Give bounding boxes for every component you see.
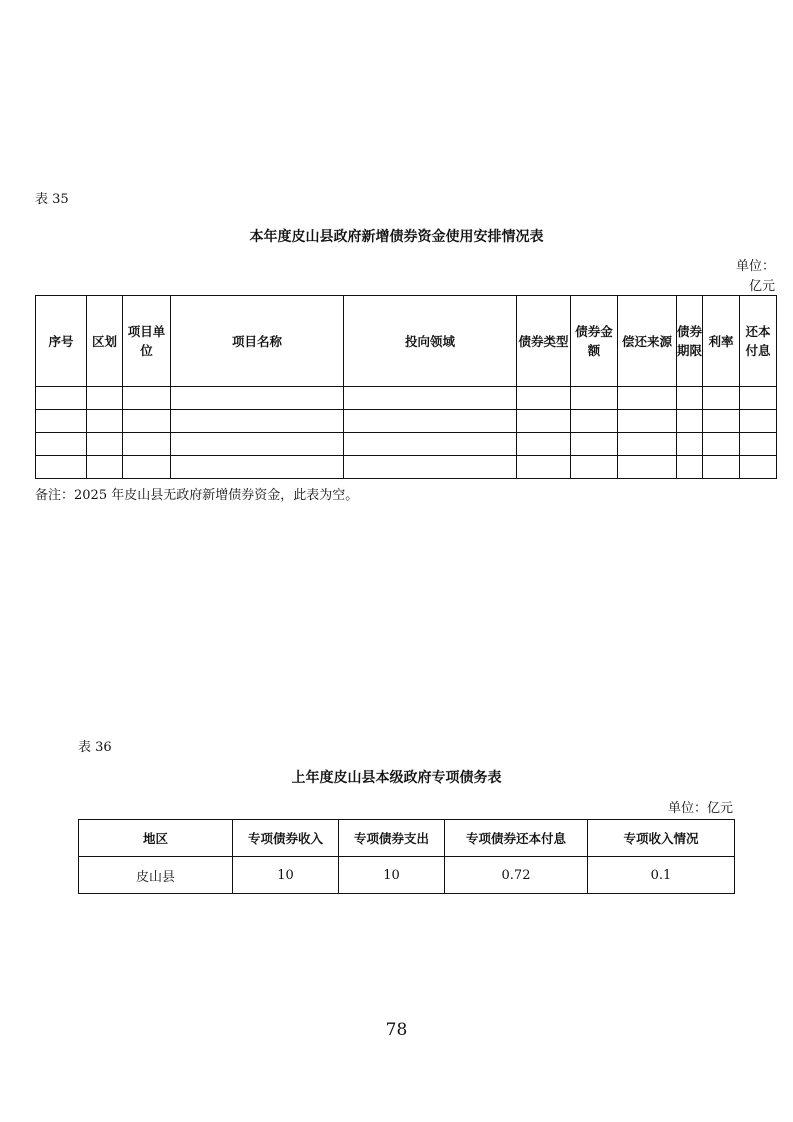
table35-header-cell: 还本付息 (740, 296, 777, 387)
table36-header-cell: 专项债券还本付息 (445, 820, 588, 857)
table35-header-cell: 债券类型 (517, 296, 571, 387)
table-cell (677, 387, 703, 410)
table36-header-cell: 专项收入情况 (588, 820, 735, 857)
table35-header-cell: 利率 (703, 296, 740, 387)
table35 (35, 295, 777, 479)
table-cell (677, 456, 703, 479)
table-cell: 0.1 (588, 857, 735, 894)
table35-caption: 表 35 (35, 192, 69, 207)
table36-title: 上年度皮山县本级政府专项债务表 (291, 770, 502, 786)
table-cell (123, 456, 171, 479)
table-row (36, 456, 777, 479)
table-cell (571, 387, 618, 410)
table-cell (571, 433, 618, 456)
table35-header-cell: 区划 (87, 296, 123, 387)
table-cell (344, 410, 517, 433)
table-cell (618, 387, 677, 410)
table35-unit-line2: 亿元 (748, 279, 775, 294)
table36 (78, 819, 735, 894)
table-cell (677, 410, 703, 433)
table-cell (171, 433, 344, 456)
table-cell (87, 387, 123, 410)
table-cell: 10 (339, 857, 445, 894)
table-cell: 10 (233, 857, 339, 894)
table-cell (618, 410, 677, 433)
table-cell (703, 387, 740, 410)
table35-header-cell: 投向领域 (344, 296, 517, 387)
table35-header-cell: 债券金额 (571, 296, 618, 387)
table36-unit: 单位：亿元 (667, 801, 733, 816)
table-cell (171, 456, 344, 479)
table35-header-cell: 偿还来源 (618, 296, 677, 387)
page-number: 78 (385, 1020, 408, 1040)
table-cell (740, 387, 777, 410)
table-cell (571, 456, 618, 479)
table-cell (87, 410, 123, 433)
table-cell (703, 433, 740, 456)
table-cell: 皮山县 (79, 857, 233, 894)
table-cell (344, 387, 517, 410)
table36-header-cell: 专项债券支出 (339, 820, 445, 857)
table-cell (344, 433, 517, 456)
table-cell (740, 433, 777, 456)
table-cell (677, 433, 703, 456)
table-cell (87, 456, 123, 479)
table35-header-cell: 序号 (36, 296, 87, 387)
table35-header-cell: 债券期限 (677, 296, 703, 387)
table35-header-cell: 项目单位 (123, 296, 171, 387)
table35-title: 本年度皮山县政府新增债券资金使用安排情况表 (249, 229, 544, 245)
table-cell (123, 433, 171, 456)
table-cell (87, 433, 123, 456)
table-cell (571, 410, 618, 433)
table-row (79, 857, 735, 894)
table-cell (618, 456, 677, 479)
table-row (36, 387, 777, 410)
table-cell (36, 387, 87, 410)
table-cell (171, 387, 344, 410)
table36-header-cell: 专项债券收入 (233, 820, 339, 857)
table-row (36, 410, 777, 433)
table-cell (517, 456, 571, 479)
table-cell (703, 410, 740, 433)
table36-header-row (79, 820, 735, 857)
table35-unit-line1: 单位： (735, 259, 775, 274)
table-cell (517, 387, 571, 410)
table35-note: 备注：2025 年皮山县无政府新增债券资金，此表为空。 (35, 488, 359, 503)
table-cell (36, 410, 87, 433)
table-cell (123, 387, 171, 410)
table-cell (703, 456, 740, 479)
table-row (36, 433, 777, 456)
table36-header-cell: 地区 (79, 820, 233, 857)
table35-header-row (36, 296, 777, 387)
table-cell (517, 433, 571, 456)
table-cell (123, 410, 171, 433)
table-cell (171, 410, 344, 433)
table-cell: 0.72 (445, 857, 588, 894)
table35-header-cell: 项目名称 (171, 296, 344, 387)
table-cell (740, 456, 777, 479)
table-cell (344, 456, 517, 479)
table-cell (36, 456, 87, 479)
table36-caption: 表 36 (78, 740, 112, 755)
table-cell (618, 433, 677, 456)
table-cell (517, 410, 571, 433)
table-cell (740, 410, 777, 433)
table-cell (36, 433, 87, 456)
